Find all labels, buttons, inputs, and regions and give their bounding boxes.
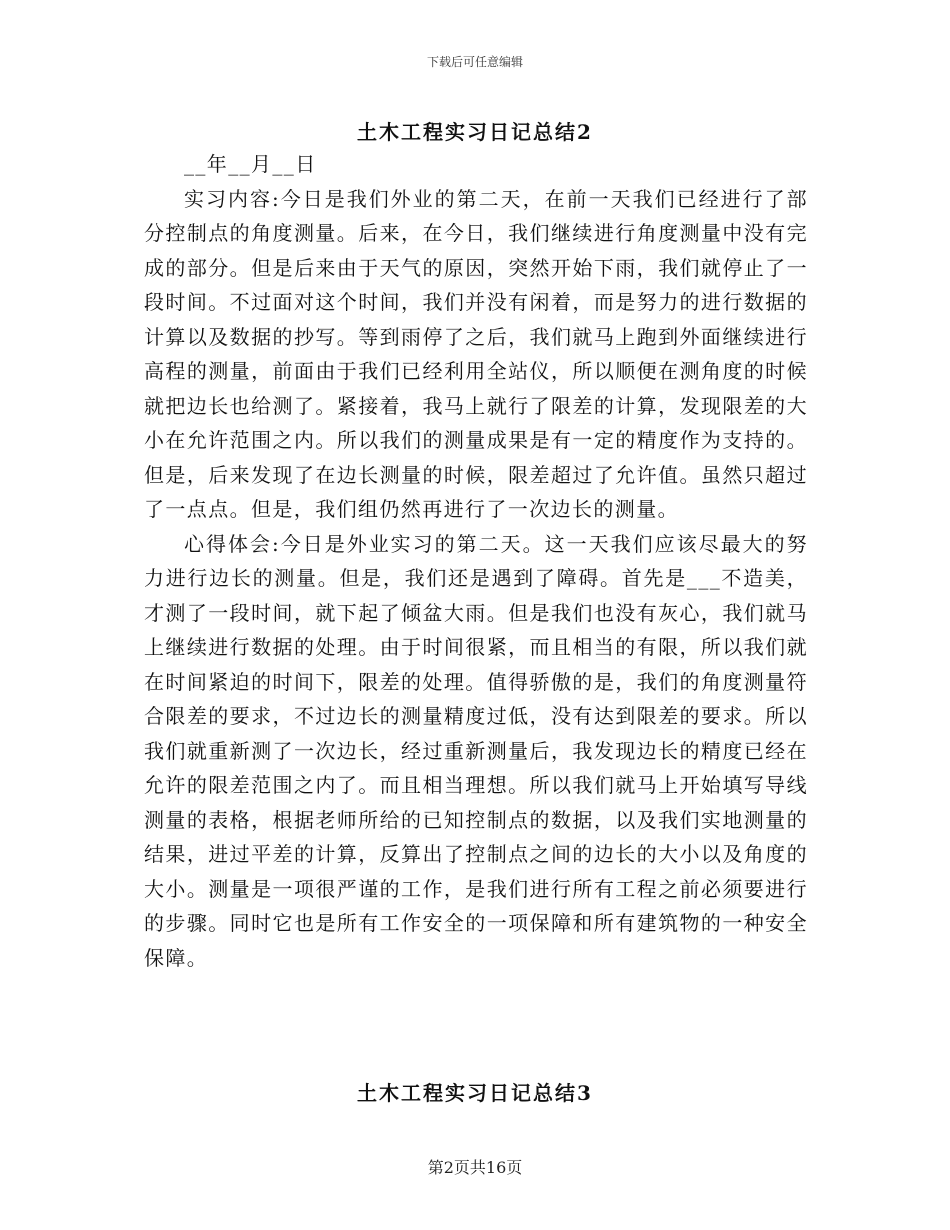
document-title: 土木工程实习日记总结2: [357, 120, 593, 144]
paragraph-content: 实习内容:今日是我们外业的第二天，在前一天我们已经进行了部分控制点的角度测量。后来，在今日，我们继续进行角度测量中没有完成的部分。但是后来由于天气的原因，突然开始下雨，我们就停止了一段时间。不过面对这个时间，我们并没有闲着，而是努力的进行数据的计算以及数据的抄写。等到雨停了之后，我们就马上跑到外面继续进行高程的测量，前面由于我们已经利用全站仪，所以顺便在测角度的时候就把边长也给测了。紧接着，我马上就行了限差的计算，发现限差的大小在允许范围之内。所以我们的测量成果是有一定的精度作为支持的。但是，后来发现了在边长测量的时候，限差超过了允许值。虽然只超过了一点点。但是，我们组仍然再进行了一次边长的测量。: [144, 186, 808, 521]
paragraph-reflection: 心得体会:今日是外业实习的第二天。这一天我们应该尽最大的努力进行边长的测量。但是，我们还是遇到了障碍。首先是___不造美，才测了一段时间，就下起了倾盆大雨。但是我们也没有灰心，我们就马上继续进行数据的处理。由于时间很紧，而且相当的有限，所以我们就在时间紧迫的时间下，限差的处理。值得骄傲的是，我们的角度测量符合限差的要求，不过边长的测量精度过低，没有达到限差的要求。所以我们就重新测了一次边长，经过重新测量后，我发现边长的精度已经在允许的限差范围之内了。而且相当理想。所以我们就马上开始填写导线测量的表格，根据老师所给的已知控制点的数据，以及我们实地测量的结果，进过平差的计算，反算出了控制点之间的边长的大小以及角度的大小。测量是一项很严谨的工作，是我们进行所有工程之前必须要进行的步骤。同时它也是所有工作安全的一项保障和所有建筑物的一种安全保障。: [144, 531, 808, 970]
header-note: 下载后可任意编辑: [426, 55, 523, 69]
date-line: __年__月__日: [184, 152, 317, 176]
page-number: 第2页共16页: [427, 1158, 523, 1177]
next-section-title: 土木工程实习日记总结3: [357, 1081, 593, 1105]
document-body: [144, 147, 808, 975]
